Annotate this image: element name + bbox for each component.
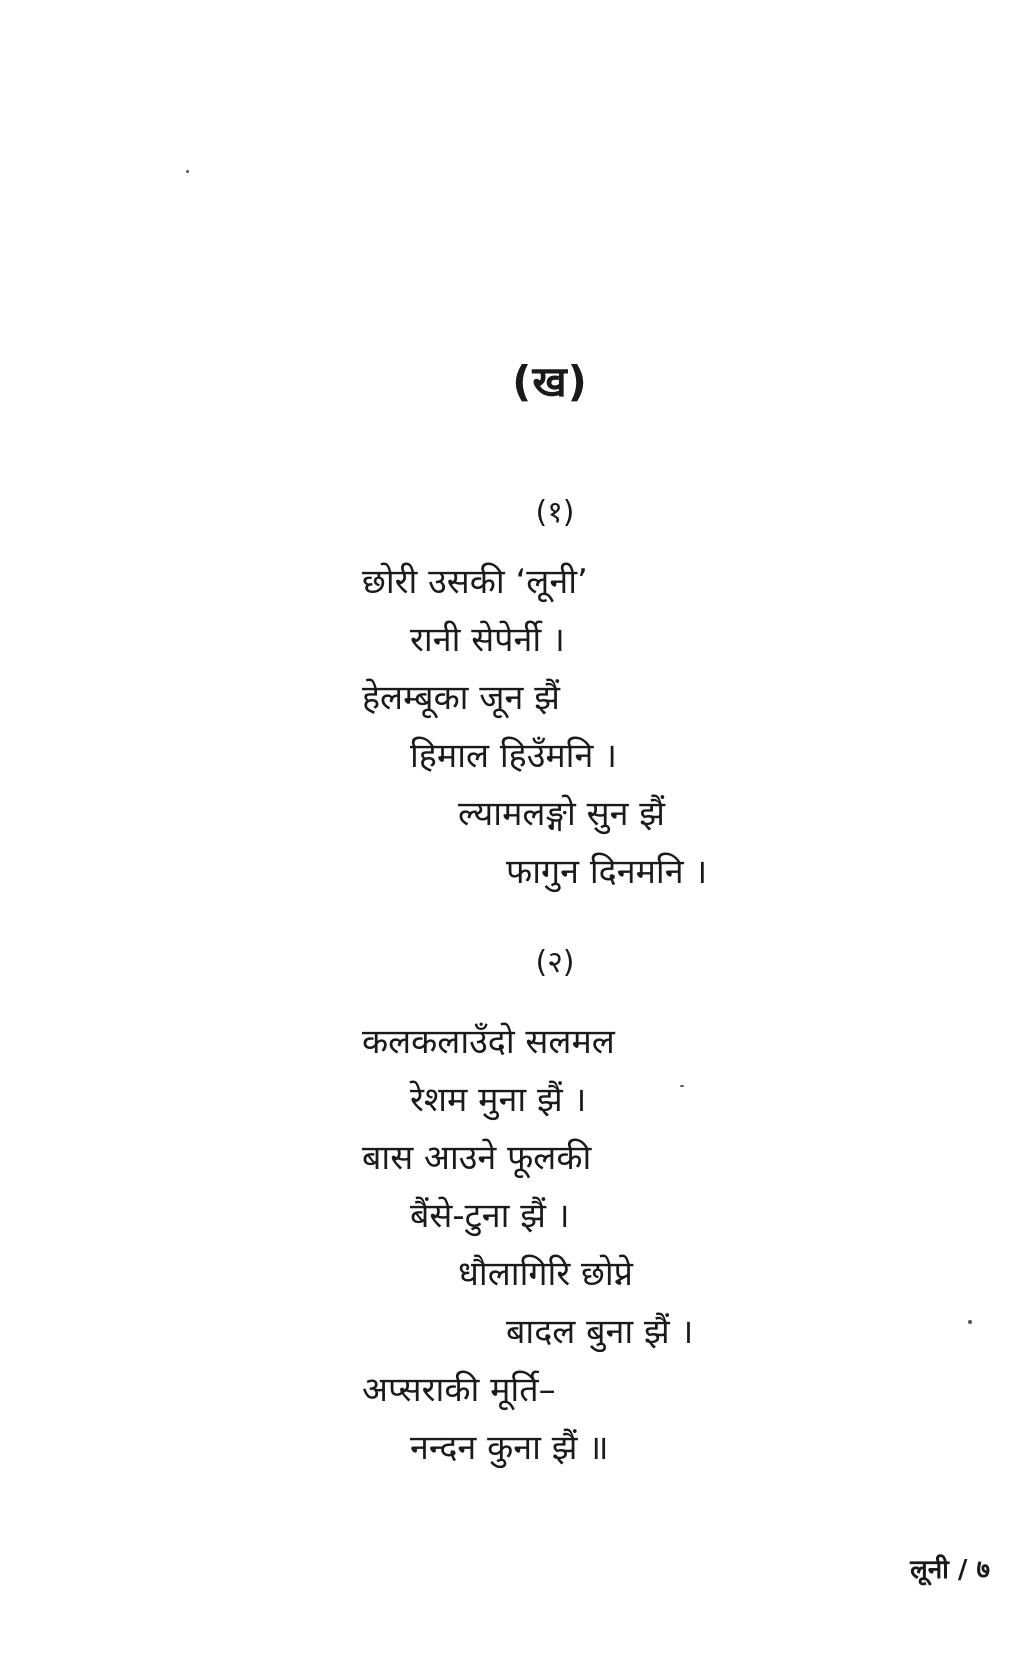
scan-speck bbox=[680, 1085, 684, 1087]
running-footer: लूनी / ७ bbox=[910, 1555, 990, 1585]
verse-line: रेशम मुना झैं । bbox=[410, 1080, 587, 1120]
verse-line: हिमाल हिउँमनि । bbox=[410, 736, 618, 776]
verse-line: कलकलाउँदो सलमल bbox=[362, 1022, 615, 1062]
verse-line: हेलम्बूका जून झैं bbox=[362, 678, 560, 718]
verse-line: धौलागिरि छोप्ने bbox=[458, 1254, 634, 1294]
verse-line: बैंसे-टुना झैं । bbox=[410, 1196, 570, 1236]
verse-line: अप्सराकी मूर्ति– bbox=[362, 1370, 556, 1410]
section-heading: (ख) bbox=[512, 357, 588, 406]
scan-speck bbox=[968, 1320, 972, 1324]
verse-line: नन्दन कुना झैं ॥ bbox=[410, 1428, 609, 1468]
verse-line: रानी सेपेर्नी । bbox=[410, 620, 565, 660]
verse-line: छोरी उसकी ‘लूनी’ bbox=[362, 562, 588, 602]
stanza-number: (१) bbox=[535, 495, 575, 530]
verse-line: बास आउने फूलकी bbox=[362, 1138, 592, 1178]
verse-line: ल्यामलङ्गो सुन झैं bbox=[458, 794, 665, 834]
verse-line: बादल बुना झैं । bbox=[506, 1312, 694, 1352]
stanza-number: (२) bbox=[535, 945, 575, 980]
verse-line: फागुन दिनमनि । bbox=[506, 852, 708, 892]
scan-speck bbox=[186, 170, 189, 173]
